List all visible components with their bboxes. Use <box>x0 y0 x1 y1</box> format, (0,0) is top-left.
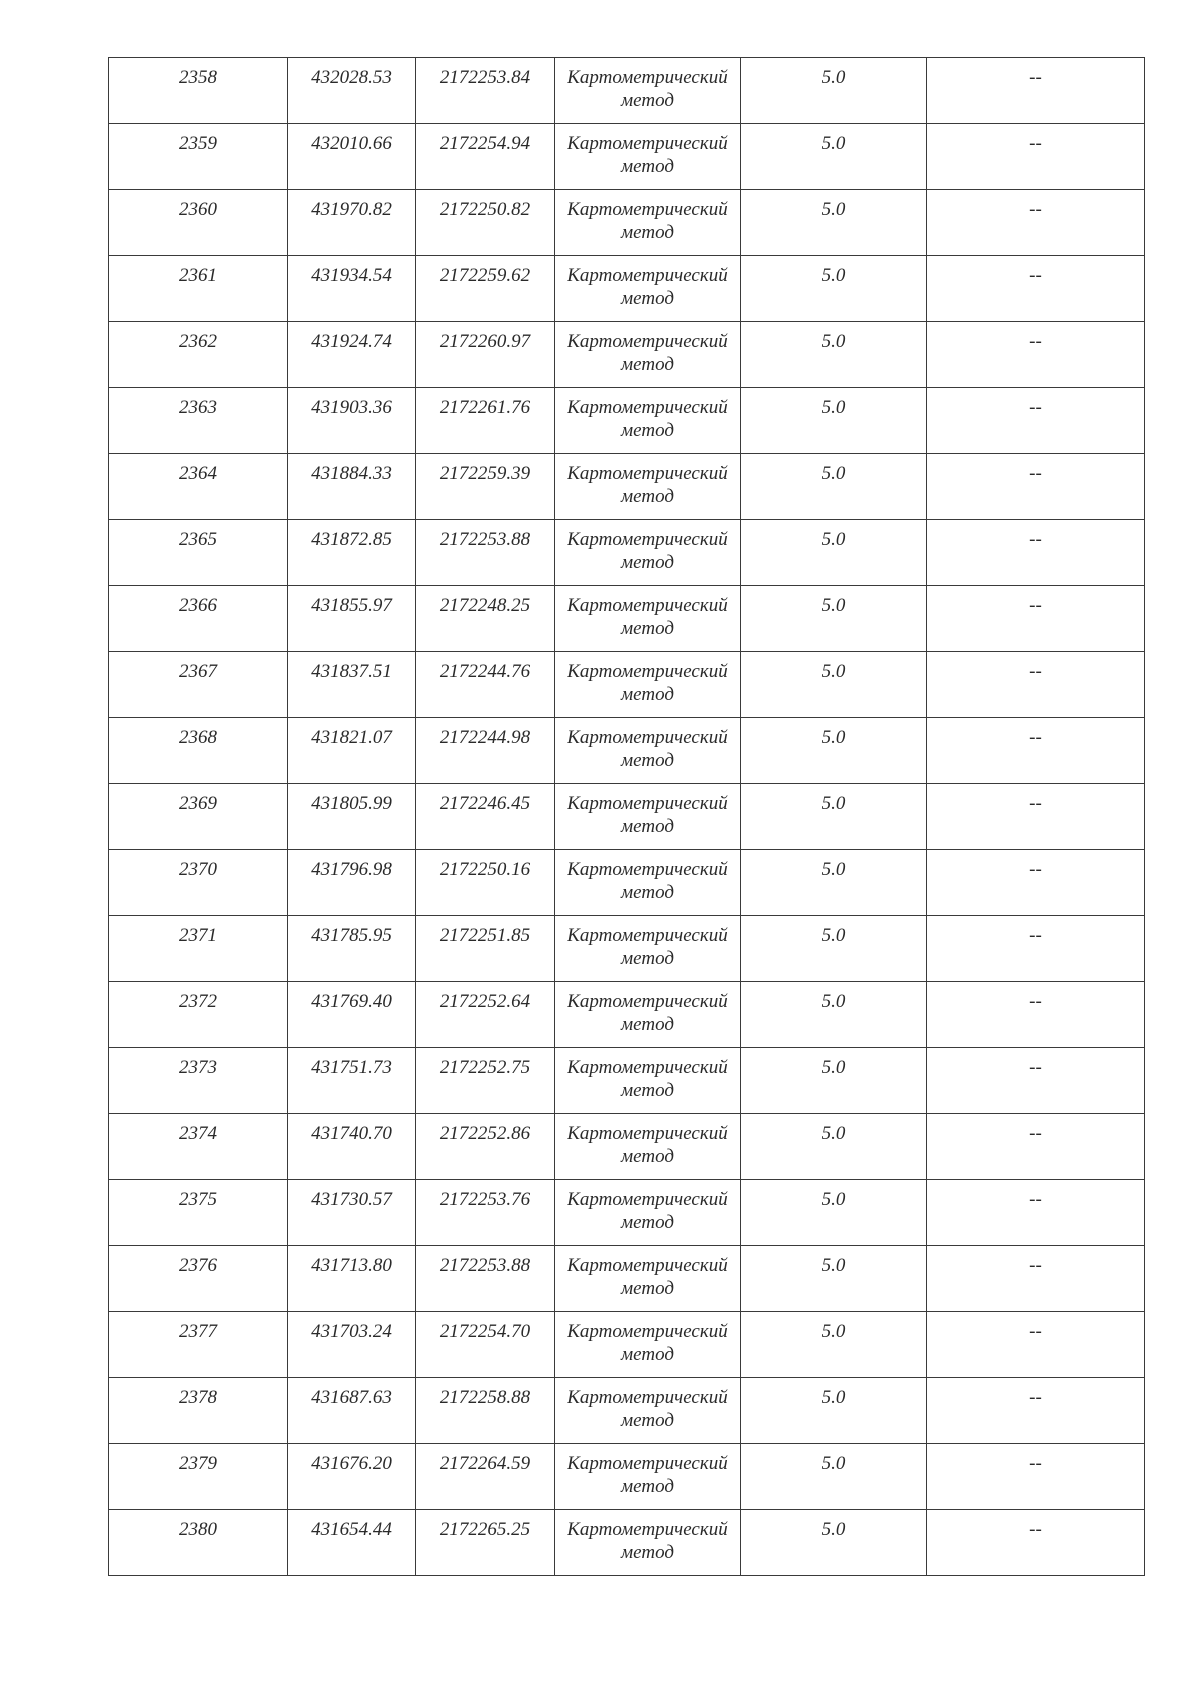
description-cell: -- <box>927 1114 1145 1180</box>
x-coordinate-cell: 431837.51 <box>288 652 416 718</box>
method-line-1: Картометрический <box>567 67 728 88</box>
method-cell <box>555 256 741 322</box>
point-number-cell: 2360 <box>109 190 288 256</box>
accuracy-cell: 5.0 <box>741 1048 927 1114</box>
table-row <box>109 784 1145 850</box>
y-coordinate-cell: 2172252.75 <box>416 1048 555 1114</box>
table-row <box>109 124 1145 190</box>
method-line-1: Картометрический <box>567 133 728 154</box>
x-coordinate-cell: 431805.99 <box>288 784 416 850</box>
point-number-cell: 2374 <box>109 1114 288 1180</box>
point-number-cell: 2377 <box>109 1312 288 1378</box>
point-number-cell: 2359 <box>109 124 288 190</box>
y-coordinate-cell: 2172252.64 <box>416 982 555 1048</box>
method-cell <box>555 718 741 784</box>
y-coordinate-cell: 2172253.88 <box>416 1246 555 1312</box>
accuracy-cell: 5.0 <box>741 916 927 982</box>
method-line-1: Картометрический <box>567 529 728 550</box>
table-row <box>109 1180 1145 1246</box>
point-number-cell: 2376 <box>109 1246 288 1312</box>
description-cell: -- <box>927 982 1145 1048</box>
method-cell <box>555 1510 741 1576</box>
method-line-1: Картометрический <box>567 1057 728 1078</box>
method-line-2: метод <box>621 1278 674 1299</box>
y-coordinate-cell: 2172253.76 <box>416 1180 555 1246</box>
table-row <box>109 1048 1145 1114</box>
y-coordinate-cell: 2172258.88 <box>416 1378 555 1444</box>
x-coordinate-cell: 431676.20 <box>288 1444 416 1510</box>
description-cell: -- <box>927 1444 1145 1510</box>
x-coordinate-cell: 431769.40 <box>288 982 416 1048</box>
method-line-1: Картометрический <box>567 397 728 418</box>
accuracy-cell: 5.0 <box>741 256 927 322</box>
description-cell: -- <box>927 1510 1145 1576</box>
method-line-1: Картометрический <box>567 991 728 1012</box>
description-cell: -- <box>927 1378 1145 1444</box>
y-coordinate-cell: 2172252.86 <box>416 1114 555 1180</box>
method-line-1: Картометрический <box>567 925 728 946</box>
point-number-cell: 2363 <box>109 388 288 454</box>
table-row <box>109 1114 1145 1180</box>
accuracy-cell: 5.0 <box>741 454 927 520</box>
table-row <box>109 520 1145 586</box>
y-coordinate-cell: 2172259.39 <box>416 454 555 520</box>
x-coordinate-cell: 431934.54 <box>288 256 416 322</box>
method-cell <box>555 190 741 256</box>
accuracy-cell: 5.0 <box>741 388 927 454</box>
description-cell: -- <box>927 190 1145 256</box>
description-cell: -- <box>927 916 1145 982</box>
y-coordinate-cell: 2172254.94 <box>416 124 555 190</box>
accuracy-cell: 5.0 <box>741 190 927 256</box>
description-cell: -- <box>927 1246 1145 1312</box>
method-cell <box>555 520 741 586</box>
y-coordinate-cell: 2172248.25 <box>416 586 555 652</box>
method-cell <box>555 916 741 982</box>
table-row <box>109 1312 1145 1378</box>
point-number-cell: 2380 <box>109 1510 288 1576</box>
method-line-1: Картометрический <box>567 595 728 616</box>
accuracy-cell: 5.0 <box>741 1246 927 1312</box>
method-line-1: Картометрический <box>567 793 728 814</box>
method-line-1: Картометрический <box>567 1387 728 1408</box>
accuracy-cell: 5.0 <box>741 586 927 652</box>
method-line-2: метод <box>621 1146 674 1167</box>
method-cell <box>555 1312 741 1378</box>
method-cell <box>555 1114 741 1180</box>
x-coordinate-cell: 431970.82 <box>288 190 416 256</box>
point-number-cell: 2366 <box>109 586 288 652</box>
x-coordinate-cell: 431713.80 <box>288 1246 416 1312</box>
method-line-1: Картометрический <box>567 1255 728 1276</box>
method-line-1: Картометрический <box>567 1453 728 1474</box>
method-cell <box>555 1048 741 1114</box>
description-cell: -- <box>927 652 1145 718</box>
point-number-cell: 2378 <box>109 1378 288 1444</box>
x-coordinate-cell: 431796.98 <box>288 850 416 916</box>
point-number-cell: 2369 <box>109 784 288 850</box>
y-coordinate-cell: 2172244.98 <box>416 718 555 784</box>
y-coordinate-cell: 2172261.76 <box>416 388 555 454</box>
y-coordinate-cell: 2172260.97 <box>416 322 555 388</box>
method-line-1: Картометрический <box>567 199 728 220</box>
accuracy-cell: 5.0 <box>741 1312 927 1378</box>
table-row <box>109 1246 1145 1312</box>
table-row <box>109 58 1145 124</box>
method-line-2: метод <box>621 684 674 705</box>
method-line-2: метод <box>621 552 674 573</box>
accuracy-cell: 5.0 <box>741 1180 927 1246</box>
x-coordinate-cell: 431730.57 <box>288 1180 416 1246</box>
description-cell: -- <box>927 322 1145 388</box>
method-cell <box>555 982 741 1048</box>
description-cell: -- <box>927 520 1145 586</box>
method-cell <box>555 388 741 454</box>
description-cell: -- <box>927 784 1145 850</box>
x-coordinate-cell: 432010.66 <box>288 124 416 190</box>
method-line-2: метод <box>621 948 674 969</box>
method-cell <box>555 1246 741 1312</box>
point-number-cell: 2367 <box>109 652 288 718</box>
table-row <box>109 454 1145 520</box>
x-coordinate-cell: 431751.73 <box>288 1048 416 1114</box>
x-coordinate-cell: 431740.70 <box>288 1114 416 1180</box>
table-row <box>109 652 1145 718</box>
method-line-2: метод <box>621 1014 674 1035</box>
table-row <box>109 718 1145 784</box>
table-body <box>109 58 1145 1576</box>
x-coordinate-cell: 432028.53 <box>288 58 416 124</box>
accuracy-cell: 5.0 <box>741 1444 927 1510</box>
method-line-2: метод <box>621 288 674 309</box>
accuracy-cell: 5.0 <box>741 982 927 1048</box>
description-cell: -- <box>927 388 1145 454</box>
x-coordinate-cell: 431855.97 <box>288 586 416 652</box>
description-cell: -- <box>927 1048 1145 1114</box>
method-line-2: метод <box>621 1542 674 1563</box>
method-line-1: Картометрический <box>567 1321 728 1342</box>
x-coordinate-cell: 431821.07 <box>288 718 416 784</box>
table-row <box>109 850 1145 916</box>
y-coordinate-cell: 2172253.84 <box>416 58 555 124</box>
method-line-2: метод <box>621 1344 674 1365</box>
point-number-cell: 2362 <box>109 322 288 388</box>
accuracy-cell: 5.0 <box>741 718 927 784</box>
description-cell: -- <box>927 454 1145 520</box>
coordinates-table <box>108 57 1145 1576</box>
y-coordinate-cell: 2172246.45 <box>416 784 555 850</box>
method-cell <box>555 1180 741 1246</box>
point-number-cell: 2379 <box>109 1444 288 1510</box>
table-row <box>109 388 1145 454</box>
x-coordinate-cell: 431785.95 <box>288 916 416 982</box>
method-line-1: Картометрический <box>567 265 728 286</box>
y-coordinate-cell: 2172259.62 <box>416 256 555 322</box>
point-number-cell: 2375 <box>109 1180 288 1246</box>
description-cell: -- <box>927 718 1145 784</box>
method-line-2: метод <box>621 1476 674 1497</box>
method-cell <box>555 784 741 850</box>
accuracy-cell: 5.0 <box>741 322 927 388</box>
point-number-cell: 2358 <box>109 58 288 124</box>
method-line-2: метод <box>621 222 674 243</box>
accuracy-cell: 5.0 <box>741 1378 927 1444</box>
method-cell <box>555 1444 741 1510</box>
method-line-1: Картометрический <box>567 1519 728 1540</box>
method-line-2: метод <box>621 882 674 903</box>
method-line-2: метод <box>621 750 674 771</box>
method-line-1: Картометрический <box>567 859 728 880</box>
method-line-1: Картометрический <box>567 331 728 352</box>
table-row <box>109 1378 1145 1444</box>
method-cell <box>555 850 741 916</box>
point-number-cell: 2373 <box>109 1048 288 1114</box>
method-line-1: Картометрический <box>567 463 728 484</box>
accuracy-cell: 5.0 <box>741 784 927 850</box>
table-row <box>109 916 1145 982</box>
method-cell <box>555 586 741 652</box>
method-line-1: Картометрический <box>567 1189 728 1210</box>
accuracy-cell: 5.0 <box>741 124 927 190</box>
method-line-2: метод <box>621 618 674 639</box>
accuracy-cell: 5.0 <box>741 58 927 124</box>
description-cell: -- <box>927 124 1145 190</box>
y-coordinate-cell: 2172264.59 <box>416 1444 555 1510</box>
method-cell <box>555 1378 741 1444</box>
table-row <box>109 322 1145 388</box>
method-line-2: метод <box>621 354 674 375</box>
accuracy-cell: 5.0 <box>741 850 927 916</box>
method-line-2: метод <box>621 486 674 507</box>
description-cell: -- <box>927 1312 1145 1378</box>
y-coordinate-cell: 2172250.16 <box>416 850 555 916</box>
table-row <box>109 190 1145 256</box>
y-coordinate-cell: 2172254.70 <box>416 1312 555 1378</box>
description-cell: -- <box>927 1180 1145 1246</box>
description-cell: -- <box>927 58 1145 124</box>
method-line-2: метод <box>621 816 674 837</box>
method-cell <box>555 124 741 190</box>
table-row <box>109 1444 1145 1510</box>
point-number-cell: 2368 <box>109 718 288 784</box>
accuracy-cell: 5.0 <box>741 1114 927 1180</box>
y-coordinate-cell: 2172251.85 <box>416 916 555 982</box>
accuracy-cell: 5.0 <box>741 520 927 586</box>
x-coordinate-cell: 431924.74 <box>288 322 416 388</box>
table-row <box>109 256 1145 322</box>
y-coordinate-cell: 2172250.82 <box>416 190 555 256</box>
method-line-1: Картометрический <box>567 727 728 748</box>
method-cell <box>555 652 741 718</box>
y-coordinate-cell: 2172244.76 <box>416 652 555 718</box>
x-coordinate-cell: 431703.24 <box>288 1312 416 1378</box>
table-row <box>109 982 1145 1048</box>
method-line-2: метод <box>621 90 674 111</box>
table-row <box>109 586 1145 652</box>
x-coordinate-cell: 431872.85 <box>288 520 416 586</box>
x-coordinate-cell: 431903.36 <box>288 388 416 454</box>
point-number-cell: 2365 <box>109 520 288 586</box>
point-number-cell: 2370 <box>109 850 288 916</box>
description-cell: -- <box>927 586 1145 652</box>
y-coordinate-cell: 2172265.25 <box>416 1510 555 1576</box>
x-coordinate-cell: 431687.63 <box>288 1378 416 1444</box>
x-coordinate-cell: 431884.33 <box>288 454 416 520</box>
method-line-1: Картометрический <box>567 1123 728 1144</box>
method-line-1: Картометрический <box>567 661 728 682</box>
method-line-2: метод <box>621 420 674 441</box>
point-number-cell: 2364 <box>109 454 288 520</box>
method-cell <box>555 58 741 124</box>
method-line-2: метод <box>621 1212 674 1233</box>
method-cell <box>555 454 741 520</box>
method-line-2: метод <box>621 1080 674 1101</box>
point-number-cell: 2371 <box>109 916 288 982</box>
y-coordinate-cell: 2172253.88 <box>416 520 555 586</box>
table-row <box>109 1510 1145 1576</box>
point-number-cell: 2372 <box>109 982 288 1048</box>
description-cell: -- <box>927 256 1145 322</box>
method-cell <box>555 322 741 388</box>
point-number-cell: 2361 <box>109 256 288 322</box>
method-line-2: метод <box>621 1410 674 1431</box>
x-coordinate-cell: 431654.44 <box>288 1510 416 1576</box>
description-cell: -- <box>927 850 1145 916</box>
method-line-2: метод <box>621 156 674 177</box>
accuracy-cell: 5.0 <box>741 652 927 718</box>
accuracy-cell: 5.0 <box>741 1510 927 1576</box>
